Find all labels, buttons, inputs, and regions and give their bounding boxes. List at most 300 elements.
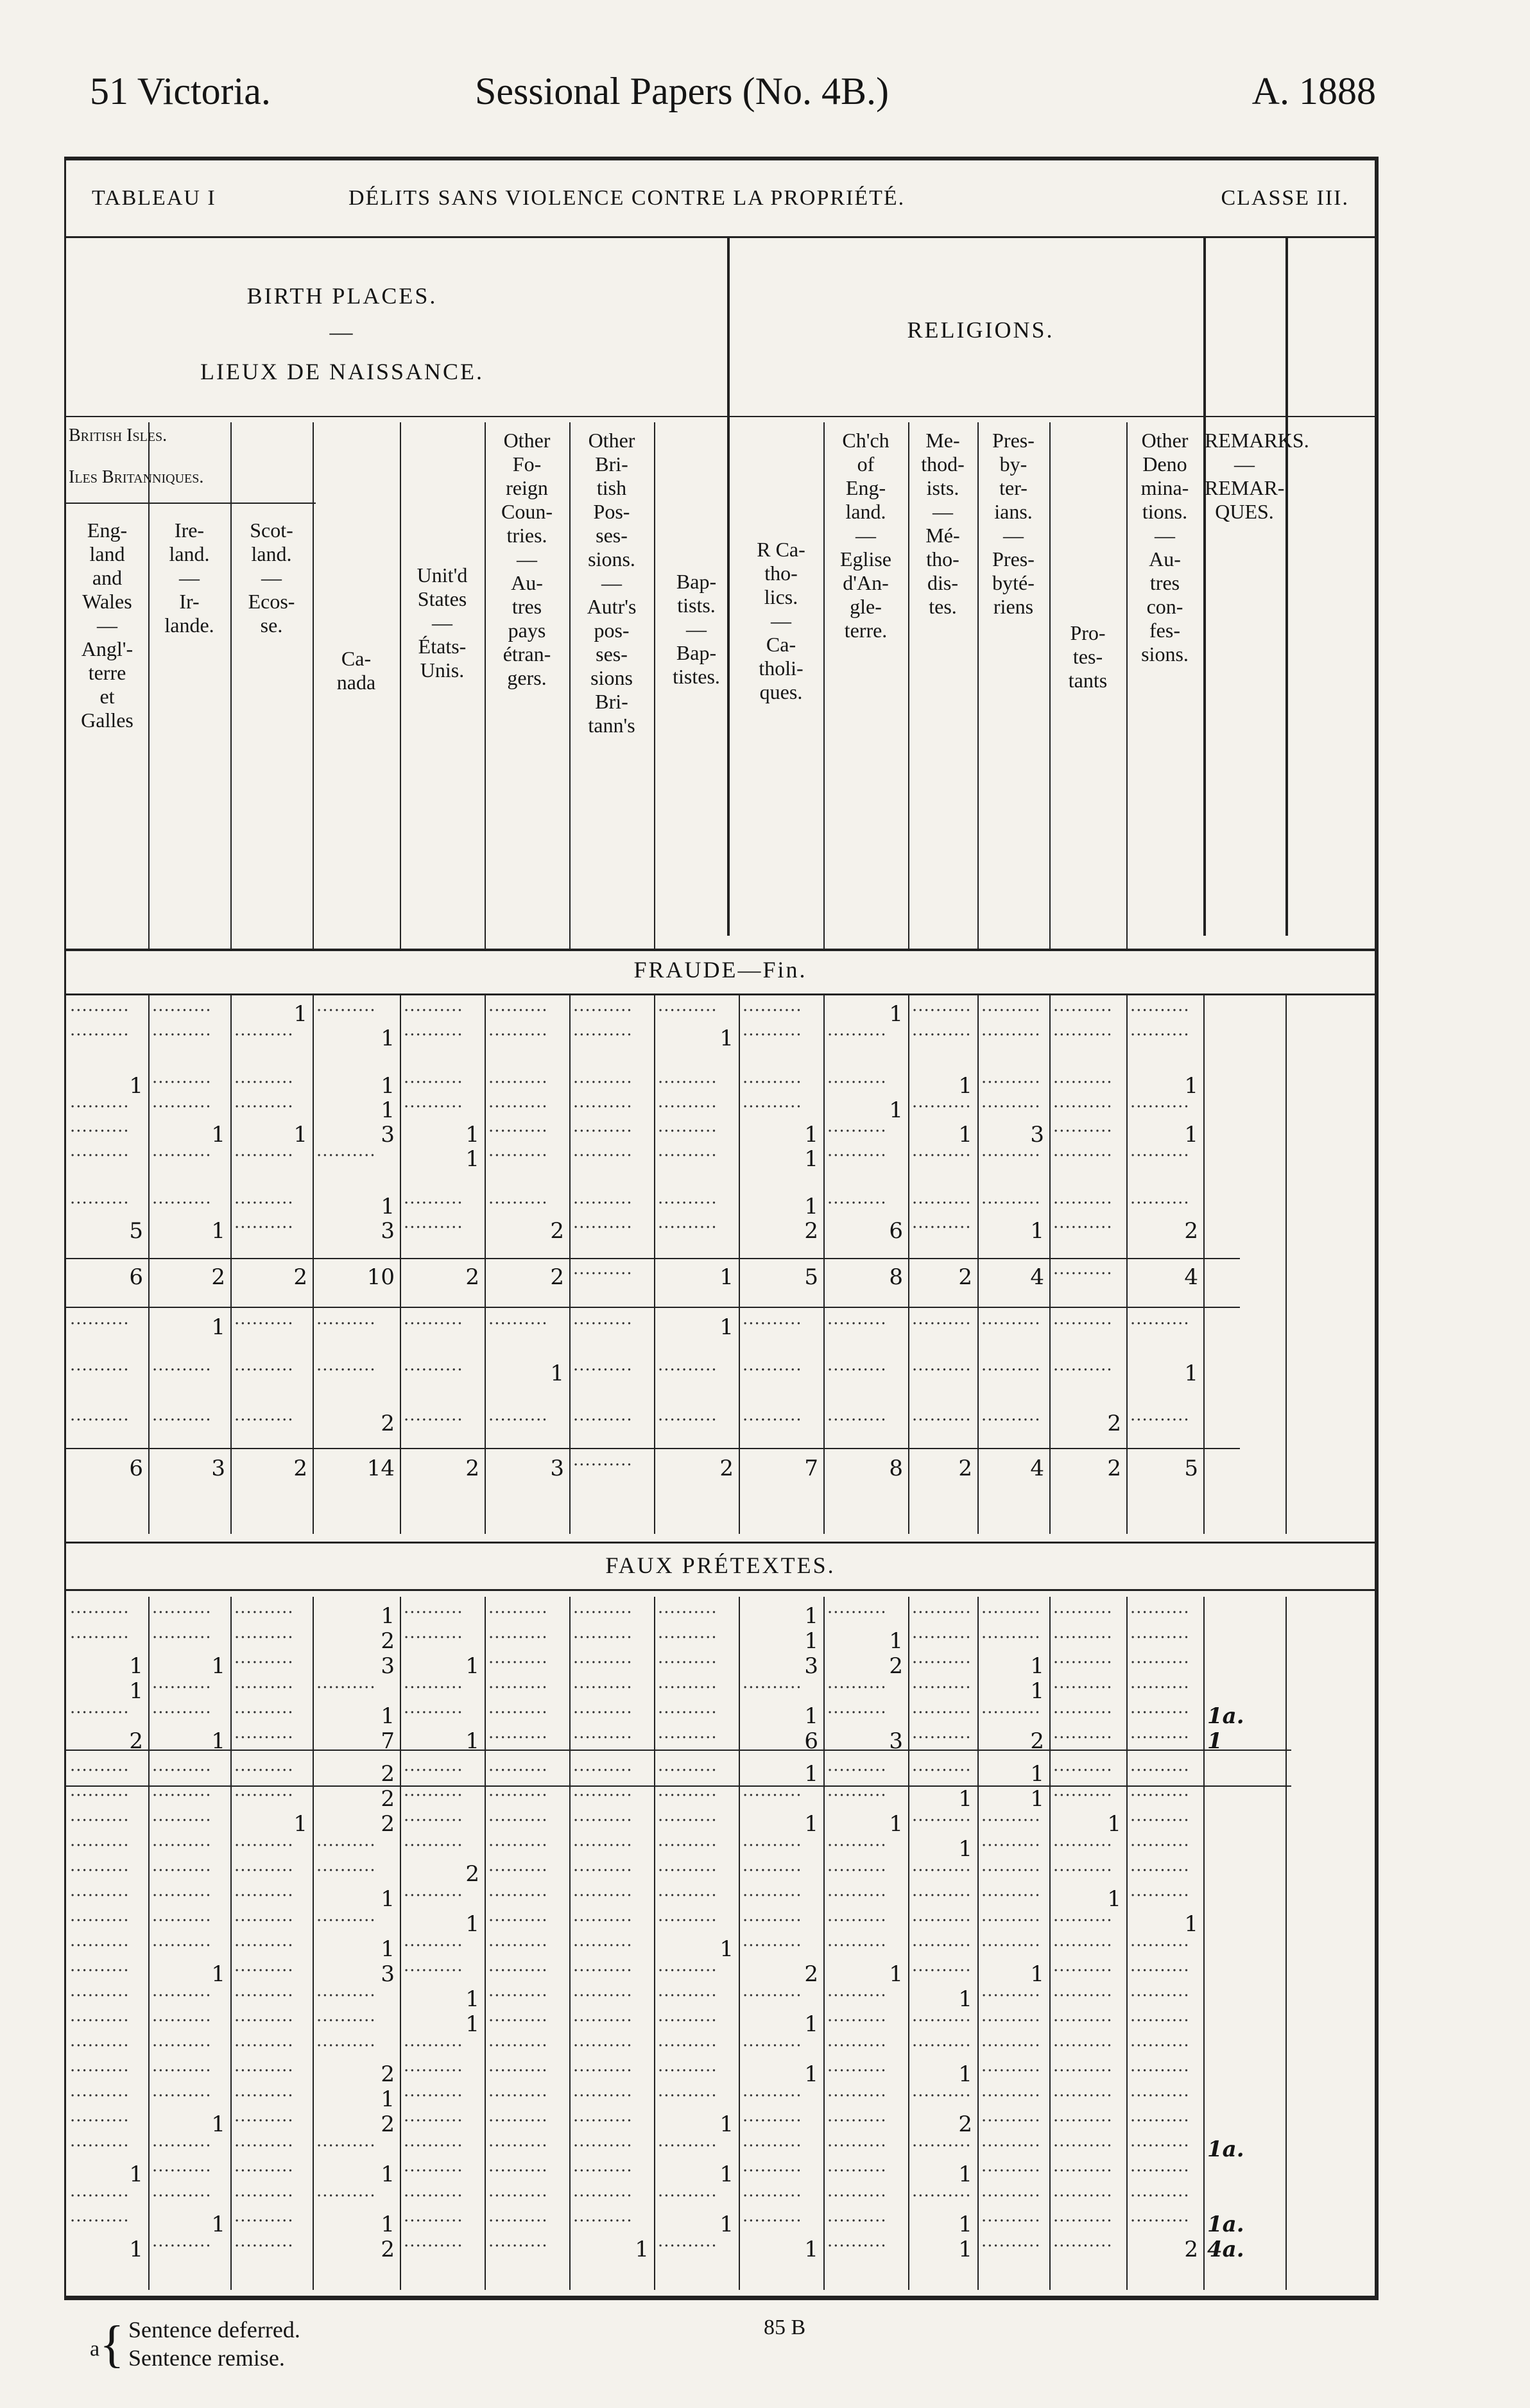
fraude-leader-dots: ·········· [488,1146,548,1165]
fraude-leader-dots: ·········· [404,1001,463,1020]
faux-leader-dots: ·········· [1130,2036,1190,2056]
fraude-cell: 1 [293,1001,307,1027]
faux-leader-dots: ·········· [1053,2111,1113,2131]
fraude-leader-dots: ·········· [827,1361,887,1380]
fraude-cell: 1 [719,1314,734,1340]
faux-leader-dots: ·········· [152,1786,212,1805]
fraude-cell: 6 [129,1264,143,1290]
faux-leader-dots: ·········· [912,1603,972,1622]
fraude-leader-dots: ·········· [912,1001,972,1020]
fraude-cell: 3 [381,1218,395,1244]
faux-cell: 1 [1030,1653,1044,1679]
faux-leader-dots: ·········· [827,2011,887,2031]
faux-leader-dots: ·········· [981,2137,1041,2156]
faux-cell: 7 [381,1728,395,1754]
faux-cell: 1 [889,1811,903,1837]
faux-cell: 2 [889,1653,903,1679]
faux-leader-dots: ·········· [316,2137,376,2156]
faux-leader-dots: ·········· [70,1603,130,1622]
faux-cell: 1 [211,1653,225,1679]
faux-cell: 1 [211,2212,225,2237]
fraude-leader-dots: ·········· [152,1361,212,1380]
faux-leader-dots: ·········· [912,1961,972,1981]
fraude-leader-dots: ·········· [1053,1361,1113,1380]
faux-leader-dots: ·········· [152,1703,212,1723]
faux-cell: 2 [381,2061,395,2087]
fraude-leader-dots: ·········· [827,1194,887,1213]
row-rule [66,1785,1291,1787]
faux-leader-dots: ·········· [152,1603,212,1622]
fraude-leader-dots: ·········· [70,1122,130,1141]
faux-leader-dots: ·········· [1130,1703,1190,1723]
faux-leader-dots: ·········· [827,1761,887,1780]
faux-leader-dots: ·········· [573,1836,633,1855]
fraude-leader-dots: ·········· [404,1361,463,1380]
faux-leader-dots: ·········· [404,1936,463,1956]
faux-leader-dots: ·········· [1053,1961,1113,1981]
faux-leader-dots: ·········· [658,2137,718,2156]
faux-leader-dots: ·········· [827,1936,887,1956]
faux-leader-dots: ·········· [1053,1836,1113,1855]
fraude-cell: 1 [465,1146,479,1172]
faux-cell: 1 [719,1936,734,1962]
fraude-cell: 10 [366,1264,395,1290]
faux-leader-dots: ·········· [234,1653,294,1673]
footnote-line-1: Sentence deferred. [128,2317,300,2343]
fraude-cell: 1 [804,1194,818,1219]
faux-leader-dots: ·········· [1130,1678,1190,1698]
faux-cell: 1 [635,2237,649,2262]
section-fraude: FRAUDE—Fin. [633,957,807,983]
column-divider [148,1597,150,2290]
faux-leader-dots: ·········· [316,2036,376,2056]
faux-leader-dots: ·········· [70,1911,130,1931]
faux-leader-dots: ·········· [573,1703,633,1723]
fraude-leader-dots: ·········· [152,1097,212,1117]
fraude-cell: 2 [550,1264,564,1290]
faux-leader-dots: ·········· [404,2212,463,2231]
faux-leader-dots: ·········· [981,1603,1041,1622]
column-divider [313,1597,314,2290]
fraude-leader-dots: ·········· [1130,1001,1190,1020]
faux-cell: 1 [211,1728,225,1754]
fraude-leader-dots: ·········· [573,1073,633,1092]
faux-leader-dots: ·········· [70,1786,130,1805]
fraude-leader-dots: ·········· [573,1264,633,1284]
faux-leader-dots: ·········· [488,1886,548,1905]
faux-leader-dots: ·········· [70,1703,130,1723]
fraude-leader-dots: ·········· [912,1146,972,1165]
footnote-brace: a{ [90,2316,125,2373]
fraude-leader-dots: ·········· [70,1097,130,1117]
faux-leader-dots: ·········· [152,2162,212,2181]
faux-leader-dots: ·········· [981,2237,1041,2256]
faux-leader-dots: ·········· [1053,2212,1113,2231]
faux-leader-dots: ·········· [827,1786,887,1805]
fraude-leader-dots: ·········· [573,1146,633,1165]
column-divider [148,995,150,1534]
fraude-cell: 6 [889,1218,903,1244]
faux-leader-dots: ·········· [404,2111,463,2131]
column-header-rc: R Ca- tho- lics. — Ca- tholi- ques. [757,538,805,703]
faux-leader-dots: ·········· [70,1761,130,1780]
faux-leader-dots: ·········· [152,2036,212,2056]
fraude-leader-dots: ·········· [404,1097,463,1117]
faux-leader-dots: ·········· [981,1836,1041,1855]
fraude-leader-dots: ·········· [152,1073,212,1092]
column-header-baptists: Bap- tists. — Bap- tistes. [673,570,720,688]
fraude-leader-dots: ·········· [981,1026,1041,1045]
faux-cell: 1 [1184,1911,1198,1937]
row-rule [66,503,316,504]
faux-leader-dots: ·········· [827,1836,887,1855]
faux-leader-dots: ·········· [404,2137,463,2156]
faux-cell: 1 [381,1703,395,1729]
faux-leader-dots: ·········· [1053,1786,1113,1805]
fraude-leader-dots: ·········· [743,1411,802,1430]
faux-leader-dots: ·········· [488,1936,548,1956]
faux-leader-dots: ·········· [981,2061,1041,2081]
faux-leader-dots: ·········· [488,1653,548,1673]
faux-cell: 1 [889,1961,903,1987]
faux-leader-dots: ·········· [488,2036,548,2056]
faux-leader-dots: ·········· [743,2036,802,2056]
faux-cell: 1 [958,1786,972,1812]
fraude-leader-dots: ·········· [827,1411,887,1430]
faux-leader-dots: ·········· [404,1811,463,1830]
faux-leader-dots: ·········· [912,1911,972,1931]
faux-leader-dots: ·········· [488,1678,548,1698]
fraude-leader-dots: ·········· [70,1194,130,1213]
fraude-cell: 6 [129,1456,143,1481]
column-divider [230,995,232,1534]
column-header-protestants: Pro- tes- tants [1068,621,1108,692]
fraude-cell: 3 [1030,1122,1044,1148]
column-divider [1285,1597,1287,2290]
faux-leader-dots: ·········· [743,1886,802,1905]
faux-leader-dots: ·········· [234,1678,294,1698]
faux-cell: 1 [465,1653,479,1679]
faux-leader-dots: ·········· [234,1728,294,1748]
faux-leader-dots: ·········· [1130,2111,1190,2131]
fraude-leader-dots: ·········· [488,1122,548,1141]
faux-cell: 6 [804,1728,818,1754]
faux-leader-dots: ·········· [827,2061,887,2081]
faux-leader-dots: ·········· [488,2237,548,2256]
column-divider [1203,236,1206,936]
faux-cell: 1 [719,2212,734,2237]
faux-leader-dots: ·········· [981,1936,1041,1956]
column-divider [400,1597,401,2290]
faux-leader-dots: ·········· [488,1628,548,1647]
faux-leader-dots: ·········· [488,1761,548,1780]
fraude-leader-dots: ·········· [658,1361,718,1380]
fraude-leader-dots: ·········· [573,1218,633,1237]
fraude-cell: 5 [1184,1456,1198,1481]
faux-cell: 2 [381,1811,395,1837]
fraude-cell: 1 [211,1314,225,1340]
faux-leader-dots: ·········· [573,2011,633,2031]
faux-leader-dots: ·········· [404,1761,463,1780]
faux-leader-dots: ·········· [981,1886,1041,1905]
faux-cell: 1 [381,2212,395,2237]
faux-cell: 3 [804,1653,818,1679]
fraude-cell: 1 [719,1026,734,1051]
faux-cell: 1 [804,1761,818,1787]
fraude-leader-dots: ·········· [573,1456,633,1475]
faux-leader-dots: ·········· [912,1861,972,1880]
faux-leader-dots: ·········· [488,2111,548,2131]
faux-cell: 1 [465,1728,479,1754]
page-number: 85 B [764,2316,806,2339]
row-rule [66,1448,1240,1449]
fraude-leader-dots: ·········· [404,1026,463,1045]
faux-leader-dots: ·········· [404,1786,463,1805]
row-rule [66,1258,1240,1259]
faux-leader-dots: ·········· [152,2137,212,2156]
faux-cell: 1 [1030,1761,1044,1787]
faux-leader-dots: ·········· [488,2086,548,2106]
fraude-leader-dots: ·········· [234,1411,294,1430]
fraude-leader-dots: ·········· [912,1218,972,1237]
faux-leader-dots: ·········· [70,1836,130,1855]
faux-leader-dots: ·········· [234,2111,294,2131]
faux-leader-dots: ·········· [1130,1936,1190,1956]
fraude-cell: 5 [804,1264,818,1290]
fraude-cell: 8 [889,1264,903,1290]
faux-leader-dots: ·········· [573,1761,633,1780]
fraude-cell: 1 [211,1218,225,1244]
fraude-leader-dots: ·········· [404,1411,463,1430]
faux-cell: 1 [381,1886,395,1912]
faux-leader-dots: ·········· [573,2187,633,2206]
faux-cell: 2 [129,1728,143,1754]
faux-leader-dots: ·········· [234,1936,294,1956]
header-right: A. 1888 [1251,70,1376,112]
faux-leader-dots: ·········· [658,1836,718,1855]
faux-leader-dots: ·········· [573,2212,633,2231]
column-divider [1203,1597,1205,2290]
faux-cell: 1 [129,1678,143,1704]
faux-cell: 1 [465,1911,479,1937]
fraude-leader-dots: ·········· [573,1314,633,1334]
faux-leader-dots: ·········· [1130,2086,1190,2106]
faux-cell: 1 [1030,1786,1044,1812]
faux-leader-dots: ·········· [573,1728,633,1748]
column-divider [908,1597,909,2290]
fraude-cell: 1 [465,1122,479,1148]
fraude-leader-dots: ·········· [658,1218,718,1237]
faux-cell: 1 [804,1703,818,1729]
faux-leader-dots: ·········· [234,1836,294,1855]
column-header-ireland: Ire- land. — Ir- lande. [164,519,214,637]
column-divider [485,995,486,1534]
faux-cell: 1 [958,2212,972,2237]
fraude-leader-dots: ·········· [70,1001,130,1020]
fraude-leader-dots: ·········· [488,1097,548,1117]
column-divider [148,422,150,949]
faux-leader-dots: ·········· [658,2036,718,2056]
faux-leader-dots: ·········· [70,2086,130,2106]
faux-cell: 1 [958,2237,972,2262]
fraude-leader-dots: ·········· [488,1073,548,1092]
faux-leader-dots: ·········· [573,1678,633,1698]
faux-leader-dots: ·········· [912,1811,972,1830]
fraude-cell: 1 [1184,1361,1198,1386]
faux-leader-dots: ·········· [152,1836,212,1855]
british-isles-label: British Isles. [69,426,168,445]
faux-leader-dots: ·········· [573,2061,633,2081]
faux-leader-dots: ·········· [1130,1886,1190,1905]
faux-leader-dots: ·········· [1130,1761,1190,1780]
faux-leader-dots: ·········· [152,1861,212,1880]
faux-leader-dots: ·········· [981,2212,1041,2231]
column-divider [908,995,909,1534]
fraude-leader-dots: ·········· [1053,1264,1113,1284]
fraude-leader-dots: ·········· [912,1026,972,1045]
fraude-cell: 2 [1184,1218,1198,1244]
fraude-leader-dots: ·········· [912,1361,972,1380]
faux-leader-dots: ·········· [234,1628,294,1647]
faux-leader-dots: ·········· [827,2237,887,2256]
faux-cell: 1 [1107,1811,1121,1837]
fraude-leader-dots: ·········· [912,1194,972,1213]
fraude-cell: 2 [465,1264,479,1290]
faux-leader-dots: ·········· [1053,1728,1113,1748]
fraude-leader-dots: ·········· [827,1122,887,1141]
fraude-leader-dots: ·········· [981,1411,1041,1430]
faux-leader-dots: ·········· [658,1786,718,1805]
faux-leader-dots: ·········· [316,2187,376,2206]
column-header-scotland: Scot- land. — Ecos- se. [248,519,295,637]
fraude-leader-dots: ·········· [658,1122,718,1141]
header-left: 51 Victoria. [90,70,271,112]
faux-leader-dots: ·········· [234,2212,294,2231]
faux-leader-dots: ·········· [234,2061,294,2081]
faux-cell: 2 [381,1761,395,1787]
fraude-leader-dots: ·········· [743,1001,802,1020]
faux-leader-dots: ·········· [912,1936,972,1956]
faux-leader-dots: ·········· [70,2212,130,2231]
fraude-cell: 3 [550,1456,564,1481]
fraude-leader-dots: ·········· [1053,1001,1113,1020]
faux-cell: 2 [1184,2237,1198,2262]
faux-leader-dots: ·········· [488,1836,548,1855]
faux-leader-dots: ·········· [658,1628,718,1647]
faux-leader-dots: ·········· [1053,2162,1113,2181]
faux-leader-dots: ·········· [234,1911,294,1931]
faux-leader-dots: ·········· [658,1886,718,1905]
faux-leader-dots: ·········· [152,1936,212,1956]
faux-leader-dots: ·········· [912,1886,972,1905]
lieux-title: LIEUX DE NAISSANCE. [200,359,484,384]
fraude-cell: 1 [381,1073,395,1099]
faux-leader-dots: ·········· [70,1811,130,1830]
faux-leader-dots: ·········· [152,1628,212,1647]
faux-leader-dots: ·········· [912,2137,972,2156]
fraude-leader-dots: ·········· [316,1146,376,1165]
faux-leader-dots: ·········· [573,1961,633,1981]
faux-leader-dots: ·········· [1053,2036,1113,2056]
iles-label: Iles Britanniques. [69,467,204,487]
faux-leader-dots: ·········· [1130,2061,1190,2081]
column-divider [1049,1597,1051,2290]
fraude-cell: 8 [889,1456,903,1481]
faux-cell: 1 [211,2111,225,2137]
fraude-leader-dots: ·········· [743,1026,802,1045]
faux-leader-dots: ·········· [1053,1761,1113,1780]
faux-leader-dots: ·········· [488,1728,548,1748]
faux-leader-dots: ·········· [573,2137,633,2156]
faux-leader-dots: ·········· [152,2187,212,2206]
faux-leader-dots: ·········· [743,1936,802,1956]
faux-leader-dots: ·········· [658,2011,718,2031]
faux-cell: 1 [958,2061,972,2087]
faux-leader-dots: ·········· [1130,1861,1190,1880]
faux-leader-dots: ·········· [912,2187,972,2206]
fraude-leader-dots: ·········· [1130,1146,1190,1165]
fraude-leader-dots: ·········· [981,1001,1041,1020]
faux-leader-dots: ·········· [743,2162,802,2181]
row-rule [66,416,1375,417]
faux-leader-dots: ·········· [152,1678,212,1698]
faux-leader-dots: ·········· [1130,1786,1190,1805]
tableau-title-row [92,186,1349,218]
faux-leader-dots: ·········· [1053,2086,1113,2106]
column-divider [1203,995,1205,1534]
faux-leader-dots: ·········· [488,2162,548,2181]
faux-leader-dots: ·········· [827,2086,887,2106]
faux-leader-dots: ·········· [404,2086,463,2106]
faux-leader-dots: ·········· [658,2086,718,2106]
fraude-leader-dots: ·········· [404,1194,463,1213]
faux-leader-dots: ·········· [488,2187,548,2206]
faux-cell: 1a. [1207,2137,1244,2162]
faux-leader-dots: ·········· [1053,1653,1113,1673]
fraude-leader-dots: ·········· [827,1314,887,1334]
fraude-leader-dots: ·········· [981,1314,1041,1334]
row-rule [66,993,1375,995]
fraude-cell: 2 [293,1264,307,1290]
fraude-leader-dots: ·········· [70,1146,130,1165]
fraude-leader-dots: ·········· [981,1194,1041,1213]
column-divider [1049,995,1051,1534]
fraude-leader-dots: ·········· [912,1411,972,1430]
fraude-leader-dots: ·········· [488,1411,548,1430]
column-divider [1285,995,1287,1534]
fraude-leader-dots: ·········· [1130,1194,1190,1213]
fraude-leader-dots: ·········· [234,1073,294,1092]
faux-leader-dots: ·········· [912,1653,972,1673]
column-divider [313,995,314,1534]
faux-cell: 1 [1030,1678,1044,1704]
faux-cell: 1 [804,2237,818,2262]
faux-leader-dots: ·········· [743,2111,802,2131]
faux-leader-dots: ·········· [658,1728,718,1748]
birth-places-dash: — [329,319,355,345]
faux-leader-dots: ·········· [1130,1986,1190,2006]
fraude-leader-dots: ·········· [981,1097,1041,1117]
fraude-cell: 1 [958,1122,972,1148]
fraude-leader-dots: ·········· [1130,1314,1190,1334]
faux-leader-dots: ·········· [912,1728,972,1748]
faux-leader-dots: ·········· [1130,2011,1190,2031]
faux-leader-dots: ·········· [152,1986,212,2006]
faux-leader-dots: ·········· [404,1703,463,1723]
faux-leader-dots: ·········· [573,2162,633,2181]
faux-leader-dots: ·········· [152,1886,212,1905]
faux-leader-dots: ·········· [404,1678,463,1698]
